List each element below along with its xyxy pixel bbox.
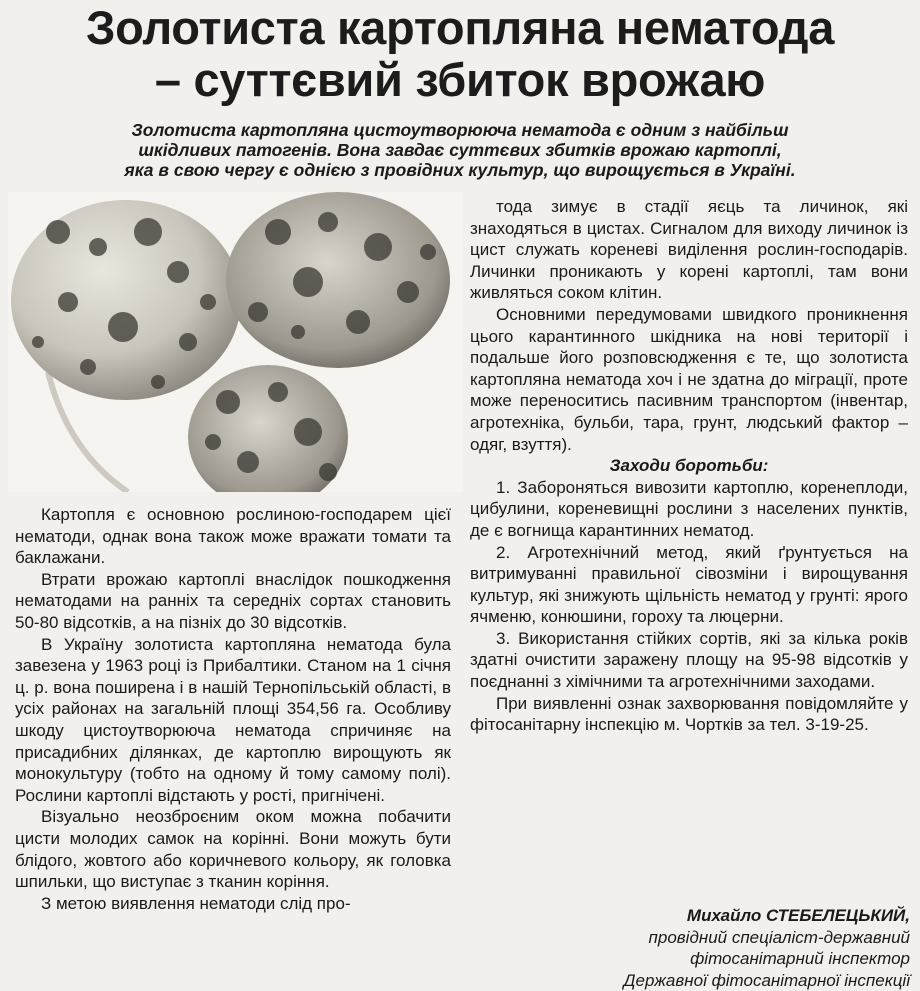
- measure-item: 1. Забороняться вивозити картоплю, коренеплоди, цибулини, кореневищні рослини з населених пунктів, де є вогнища карантинних нематод.: [470, 477, 908, 540]
- lead-line: яка в свою чергу є однією з провідних культур, що вирощується в Україні.: [124, 160, 796, 180]
- lead-line: Золотиста картопляна цистоутворююча нематода є одним з найбільш: [131, 120, 789, 140]
- title-line-2: – суттєвий збиток врожаю: [154, 53, 766, 106]
- potato-illustration: [8, 192, 463, 492]
- paragraph: Картопля є основною рослиною-господарем цієї нематоди, однак вона також може вражати томати та баклажани.: [15, 505, 451, 568]
- measure-item: 2. Агротехнічний метод, який ґрунтується на витримуванні правильної сівозміни і вирощування культур, які знижують щільність нематод у грунті: ярого ячменю, конюшини, гороху та люцерни.: [470, 542, 908, 627]
- paragraph: Втрати врожаю картоплі внаслідок пошкодження нематодами на ранніх та середніх сортах становить 50-80 відсотків, а на пізніх до 30 відсотків.: [15, 569, 451, 632]
- lead-line: шкідливих патогенів. Вона завдає суттєвих збитків врожаю картоплі,: [138, 140, 782, 160]
- article-lead: [40, 120, 880, 180]
- paragraph: тода зимує в стадії яєць та личинок, які знаходяться в цистах. Сигналом для виходу личинок із цист служать кореневі виділення рослин-господарів. Личинки проникають у корені картоплі, там вони живляться соком клітин.: [470, 197, 908, 303]
- closing-paragraph: При виявленні ознак захворювання повідомляйте у фітосанітарну інспекцію м. Чортків за тел. 3-19-25.: [470, 693, 908, 735]
- measure-item: 3. Використання стійких сортів, які за кілька років здатні очистити заражену площу на 95-98 відсотків у поєднанні з хімічними та агротехнічними заходами.: [470, 628, 908, 692]
- infected-potatoes-photo: [8, 192, 463, 492]
- article-title: [0, 2, 920, 106]
- author-role: Державної фітосанітарної інспекції: [623, 970, 910, 990]
- paragraph: Візуально неозброєним оком можна побачити цисти молодих самок на корінні. Вони можуть бути блідого, жовтого або коричневого кольору, як головка шпильки, що виступає з тканин коріння.: [15, 807, 451, 892]
- right-column: [470, 196, 908, 736]
- author-role: провідний спеціаліст-державний: [648, 927, 910, 947]
- left-column: [15, 504, 451, 914]
- author-name: Михайло СТЕБЕЛЕЦЬКИЙ,: [686, 906, 910, 925]
- paragraph: З метою виявлення нематоди слід про-: [41, 893, 351, 913]
- paragraph: В Україну золотиста картопляна нематода була завезена у 1963 році із Прибалтики. Станом на 1 січня ц. р. вона поширена і в нашій Тернопільській області, в усіх районах на загальній площі 354,56 га. Особливу шкоду цистоутворююча нематода спричиняє на присадибних ділянках, де картоплю вирощують як монокультуру (тобто на одному й тому самому полі). Рослини картоплі відстають у рості, пригнічені.: [15, 634, 451, 805]
- title-line-1: Золотиста картопляна нематода: [85, 1, 835, 54]
- measures-heading: Заходи боротьби:: [609, 456, 769, 476]
- author-signature: [520, 905, 910, 991]
- paragraph: Основними передумовами швидкого проникнення цього карантинного шкідника на нові території і подальше його розповсюдження є те, що золотиста картопляна нематода хоч і не здатна до міграції, проте може переноситись пасивним транспортом (інвентар, агротехніка, бульби, тара, грунт, людський фактор – одяг, взуття).: [470, 304, 908, 454]
- author-role: фітосанітарний інспектор: [690, 949, 910, 969]
